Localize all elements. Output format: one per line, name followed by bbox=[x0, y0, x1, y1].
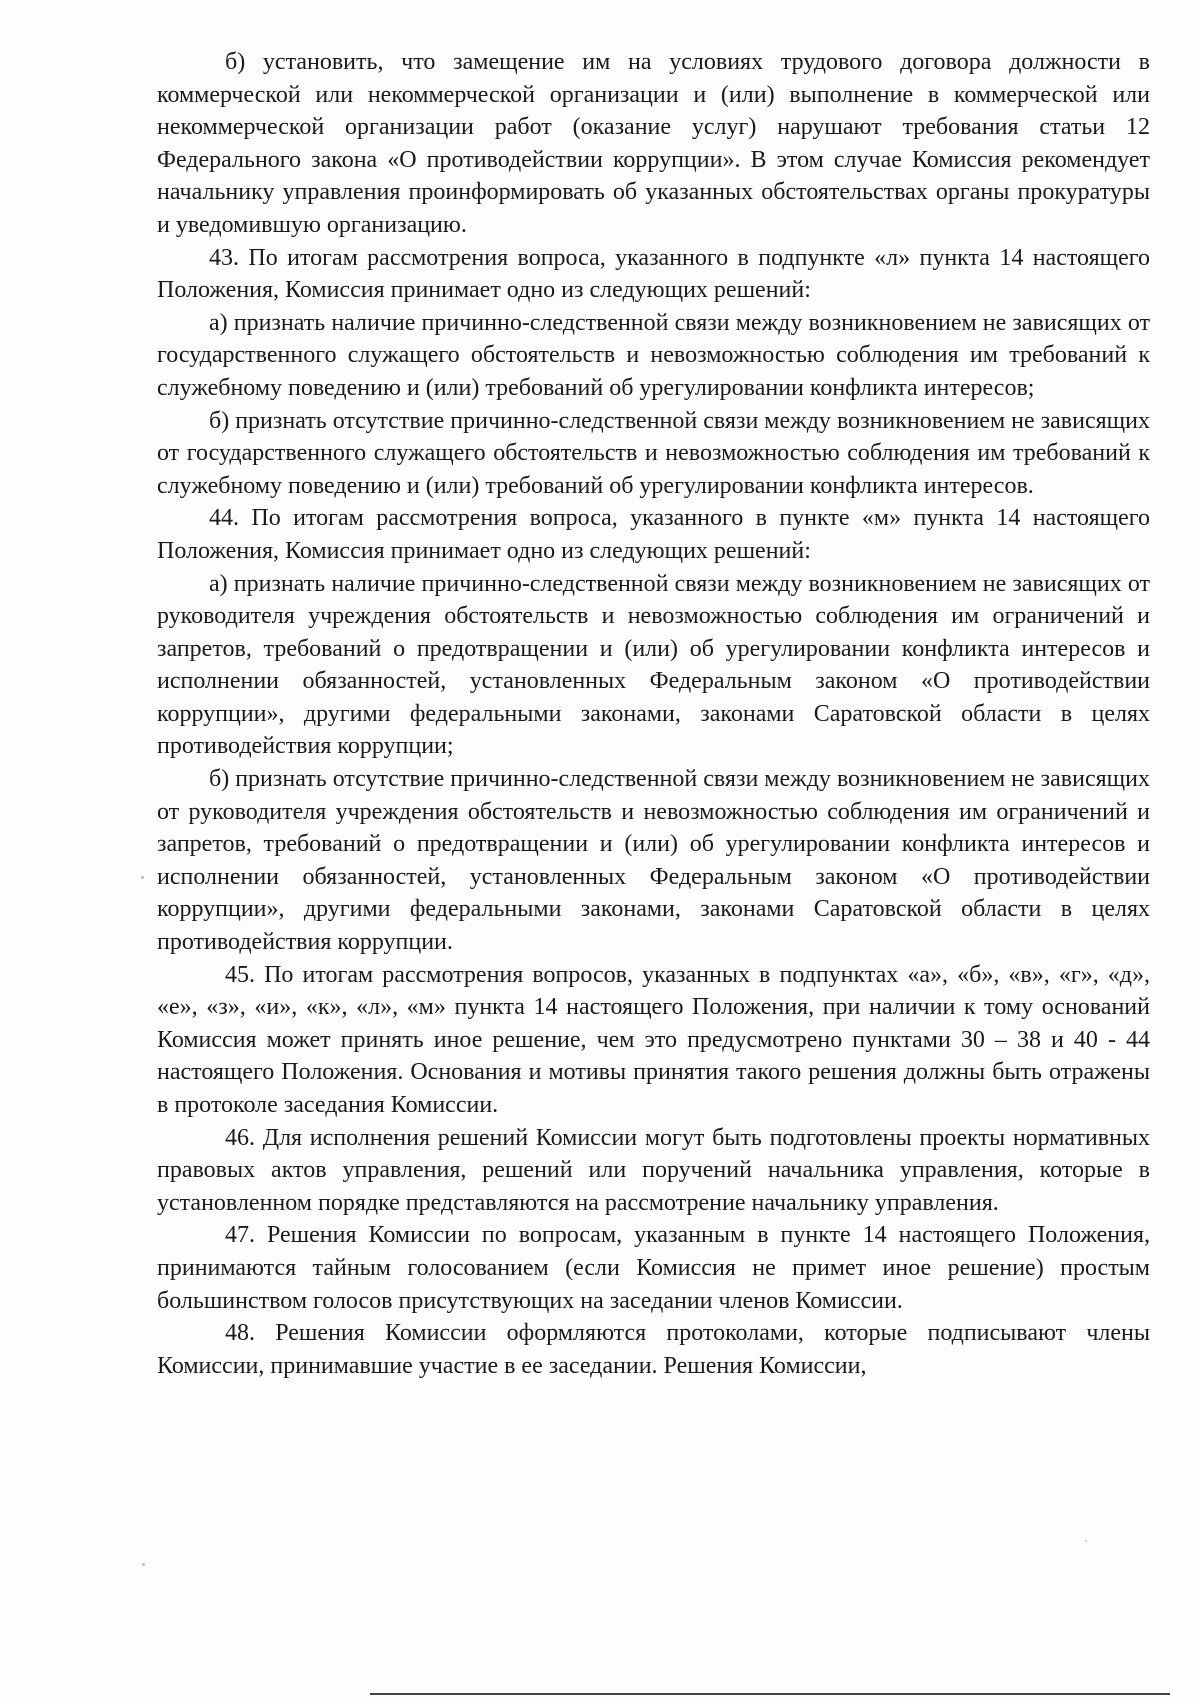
paragraph-43: 43. По итогам рассмотрения вопроса, указанного в подпункте «л» пункта 14 настоящего Положения, Комиссия принимает одно из следующих решений: bbox=[157, 244, 1150, 304]
paragraph-44-a: а) признать наличие причинно-следственной связи между возникновением не зависящих от руководителя учреждения обстоятельств и невозможностью соблюдения им ограничений и запретов, требований о предотвращении и (или) об урегулировании конфликта интересов и исполнении обязанностей, установленных Федеральным законом «О противодействии коррупции», другими федеральными законами, законами Саратовской области в целях противодействия коррупции; bbox=[157, 570, 1150, 760]
paragraph-44: 44. По итогам рассмотрения вопроса, указанного в пункте «м» пункта 14 настоящего Положения, Комиссия принимает одно из следующих решений: bbox=[157, 505, 1150, 564]
paragraph-43-b: б) признать отсутствие причинно-следственной связи между возникновением не зависящих от государственного служащего обстоятельств и невозможностью соблюдения им требований к служебному поведению и (или) требований об урегулировании конфликта интересов. bbox=[157, 407, 1150, 499]
paragraph-48: 48. Решения Комиссии оформляются протоколами, которые подписывают члены Комиссии, принимавшие участие в ее заседании. Решения Комиссии, bbox=[157, 1320, 1150, 1379]
scan-speck bbox=[142, 1563, 145, 1566]
paragraph-47: 47. Решения Комиссии по вопросам, указанным в пункте 14 настоящего Положения, принимаются тайным голосованием (если Комиссия не примет иное решение) простым большинством голосов присутствующих на заседании членов Комиссии. bbox=[157, 1222, 1150, 1314]
paragraph-42-b: б) установить, что замещение им на условиях трудового договора должности в коммерческой или некоммерческой организации и (или) выполнение в коммерческой или некоммерческой организации работ (оказание услуг) нарушают требования статьи 12 Федерального закона «О противодействии коррупции». В этом случае Комиссия рекомендует начальнику управления проинформировать об указанных обстоятельствах органы прокуратуры и уведомившую организацию. bbox=[157, 49, 1150, 238]
paragraph-46: 46. Для исполнения решений Комиссии могут быть подготовлены проекты нормативных правовых актов управления, решений или поручений начальника управления, которые в установленном порядке представляются на рассмотрение начальнику управления. bbox=[157, 1124, 1150, 1216]
document-body bbox=[157, 46, 1150, 1382]
paragraph-45: 45. По итогам рассмотрения вопросов, указанных в подпунктах «а», «б», «в», «г», «д», «е», «з», «и», «к», «л», «м» пункта 14 настоящего Положения, при наличии к тому оснований Комиссия может принять иное решение, чем это предусмотрено пунктами 30 – 38 и 40 - 44 настоящего Положения. Основания и мотивы принятия такого решения должны быть отражены в протоколе заседания Комиссии. bbox=[157, 961, 1150, 1118]
paragraph-43-a: а) признать наличие причинно-следственной связи между возникновением не зависящих от государственного служащего обстоятельств и невозможностью соблюдения им требований к служебному поведению и (или) требований об урегулировании конфликта интересов; bbox=[157, 309, 1150, 401]
paragraph-44-b: б) признать отсутствие причинно-следственной связи между возникновением не зависящих от руководителя учреждения обстоятельств и невозможностью соблюдения им ограничений и запретов, требований о предотвращении и (или) об урегулировании конфликта интересов и исполнении обязанностей, установленных Федеральным законом «О противодействии коррупции», другими федеральными законами, законами Саратовской области в целях противодействия коррупции. bbox=[157, 766, 1150, 956]
bottom-scan-edge-line bbox=[370, 1693, 1170, 1695]
scan-speck bbox=[141, 876, 144, 879]
scan-speck bbox=[1085, 1540, 1087, 1542]
